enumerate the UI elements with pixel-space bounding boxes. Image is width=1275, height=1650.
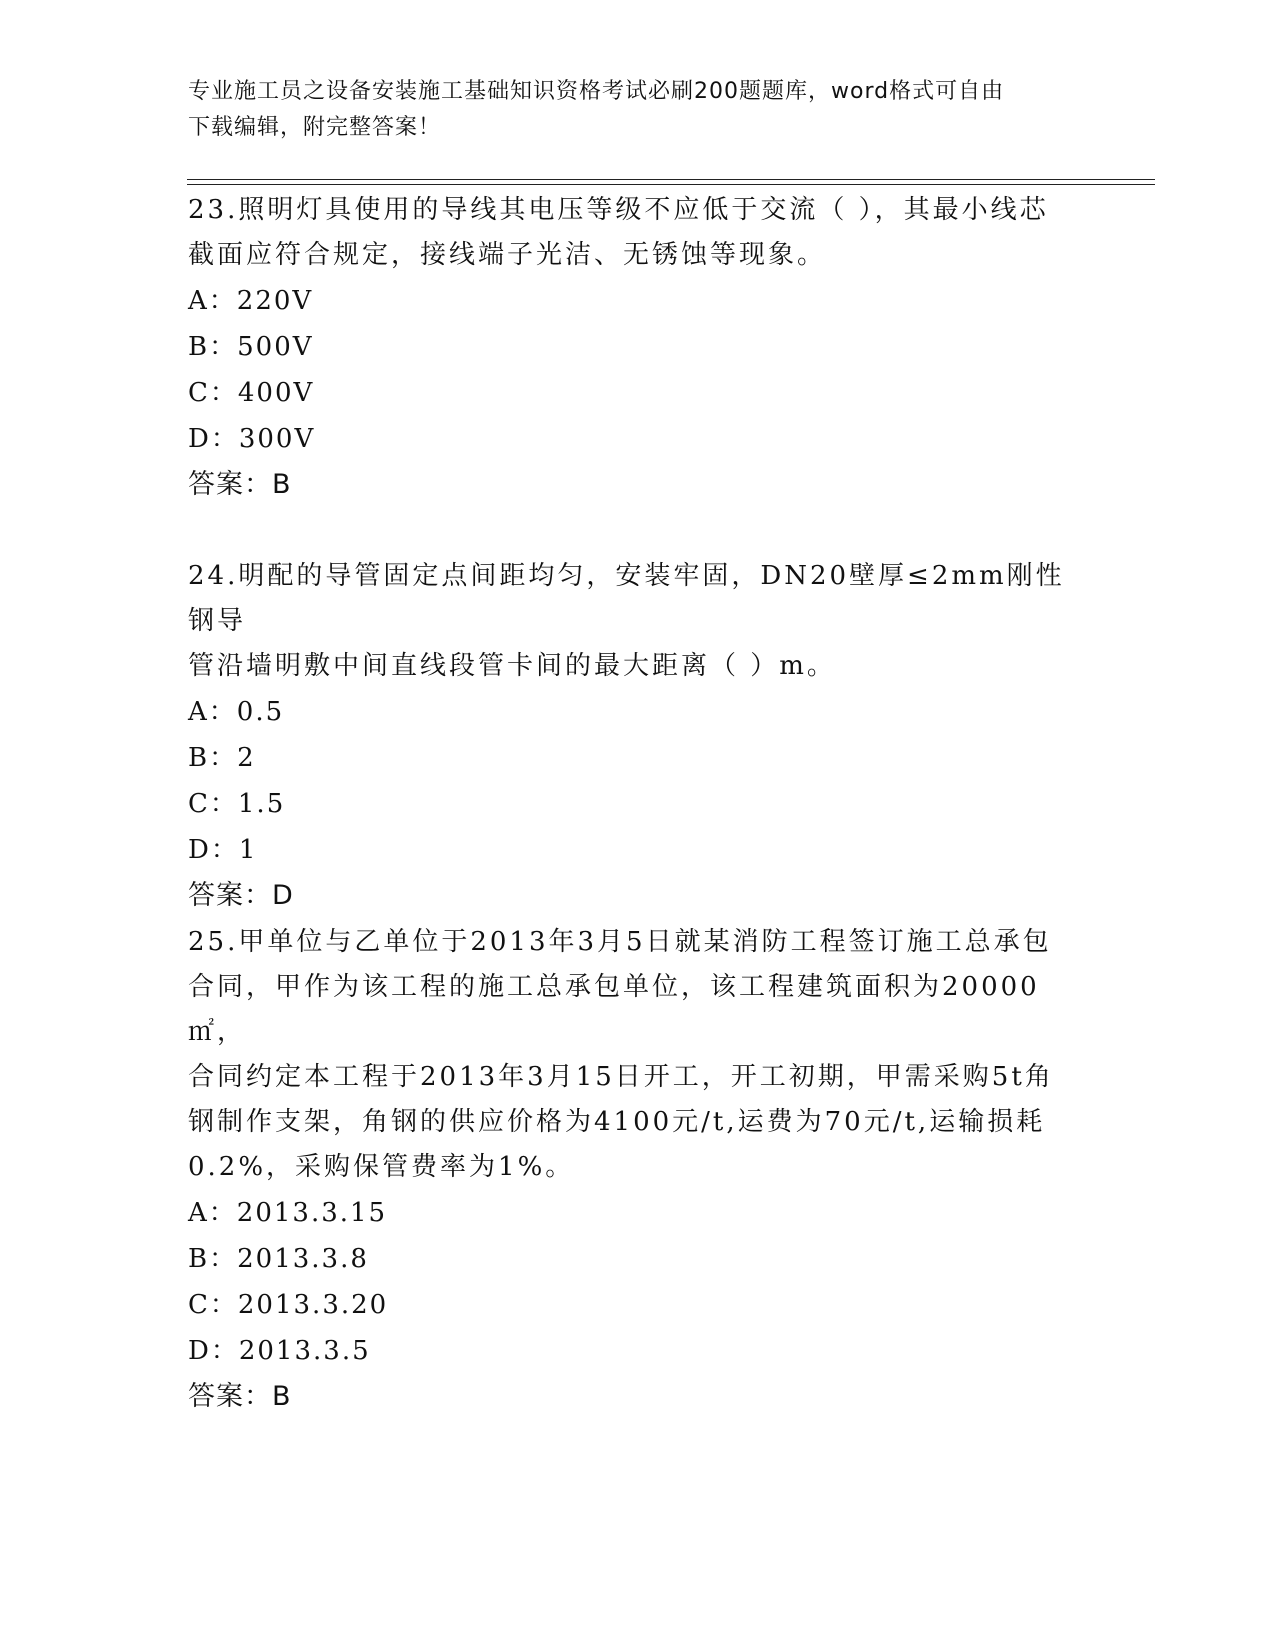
question-stem-line: 23.照明灯具使用的导线其电压等级不应低于交流（ ），其最小线芯 xyxy=(188,195,1049,225)
option-d: D：1 xyxy=(188,835,258,865)
header-line-2: 下载编辑，附完整答案！ xyxy=(188,115,442,140)
question-25 xyxy=(188,920,1088,1420)
question-stem-line: 0.2%，采购保管费率为1%。 xyxy=(188,1152,575,1182)
option-a: A：0.5 xyxy=(188,697,285,727)
answer-line: 答案：D xyxy=(188,880,294,911)
header-line-1: 专业施工员之设备安装施工基础知识资格考试必刷200题题库，word格式可自由 xyxy=(188,79,1005,104)
option-b: B：500V xyxy=(188,332,314,362)
document-header xyxy=(188,74,1088,146)
option-a: A：220V xyxy=(188,286,314,316)
header-divider-bottom xyxy=(187,184,1155,185)
question-24 xyxy=(188,554,1088,919)
option-c: C：400V xyxy=(188,378,315,408)
question-stem-line: 合同，甲作为该工程的施工总承包单位，该工程建筑面积为20000㎡， xyxy=(188,972,1040,1047)
question-stem-line: 管沿墙明敷中间直线段管卡间的最大距离（ ）m。 xyxy=(188,651,836,681)
question-stem-line: 25.甲单位与乙单位于2013年3月5日就某消防工程签订施工总承包 xyxy=(188,927,1052,957)
question-stem-line: 钢制作支架，角钢的供应价格为4100元/t,运费为70元/t,运输损耗 xyxy=(188,1107,1046,1137)
option-b: B：2 xyxy=(188,743,256,773)
answer-line: 答案：B xyxy=(188,1381,292,1412)
question-stem-line: 24.明配的导管固定点间距均匀，安装牢固，DN20壁厚≤2mm刚性钢导 xyxy=(188,561,1065,636)
question-stem-line: 截面应符合规定，接线端子光洁、无锈蚀等现象。 xyxy=(188,240,827,270)
header-divider-top xyxy=(187,179,1155,180)
question-stem-line: 合同约定本工程于2013年3月15日开工，开工初期，甲需采购5t角 xyxy=(188,1062,1054,1092)
option-d: D：2013.3.5 xyxy=(188,1336,371,1366)
answer-line: 答案：B xyxy=(188,469,292,500)
option-c: C：1.5 xyxy=(188,789,286,819)
question-23 xyxy=(188,188,1088,508)
option-a: A：2013.3.15 xyxy=(188,1198,388,1228)
option-c: C：2013.3.20 xyxy=(188,1290,389,1320)
option-d: D：300V xyxy=(188,424,316,454)
option-b: B：2013.3.8 xyxy=(188,1244,369,1274)
